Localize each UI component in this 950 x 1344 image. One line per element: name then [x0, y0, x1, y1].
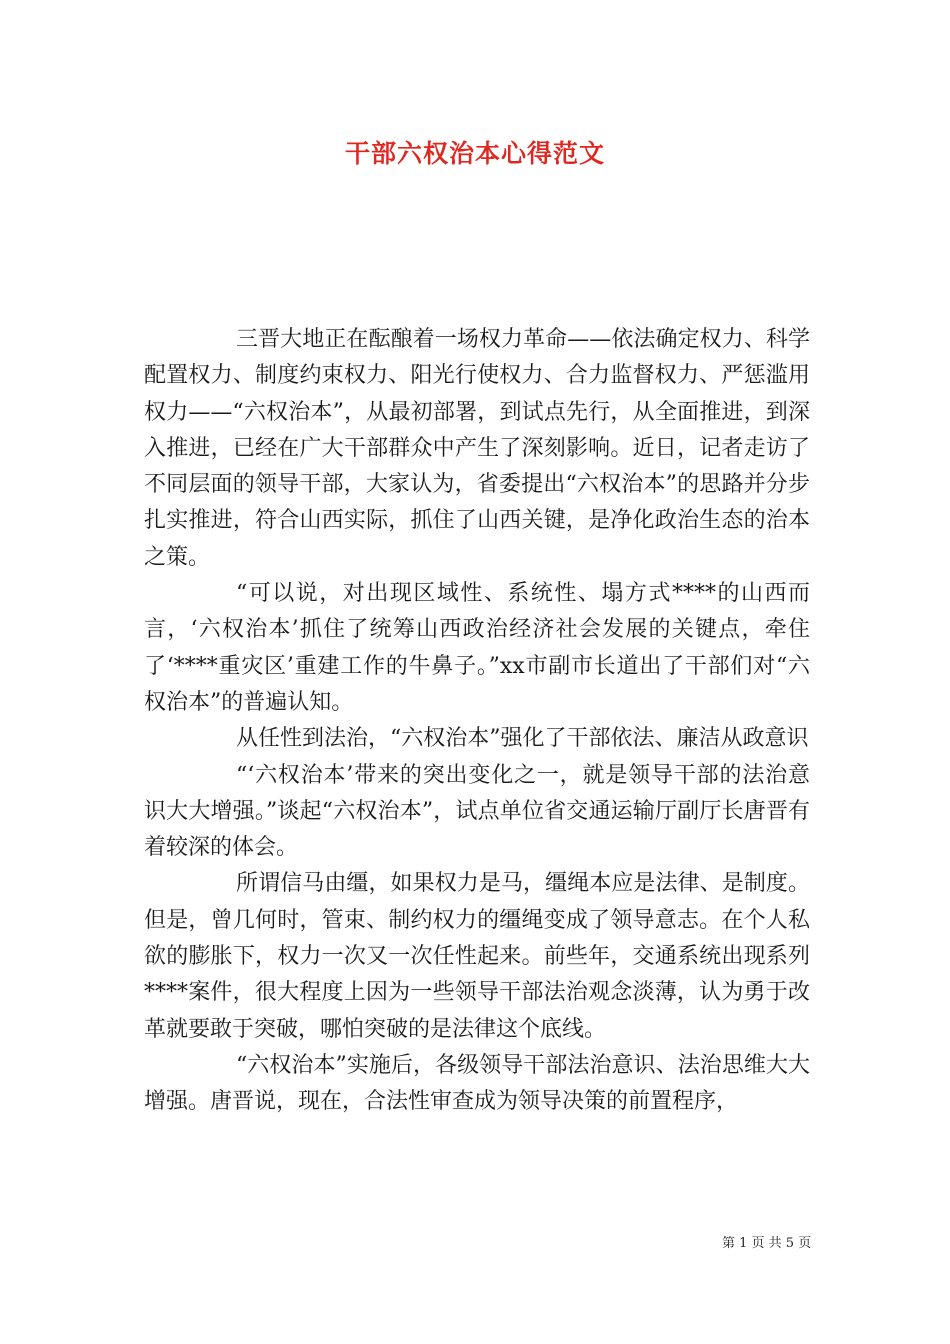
- body-paragraph: “六权治本”实施后，各级领导干部法治意识、法治思维大大增强。唐晋说，现在，合法性审查成为领导决策的前置程序，: [144, 1052, 810, 1115]
- page-number: 第 1 页 共 5 页: [722, 1236, 812, 1251]
- body-paragraph: 所谓信马由缰，如果权力是马，缰绳本应是法律、是制度。但是，曾几何时，管束、制约权力的缰绳变成了领导意志。在个人私欲的膨胀下，权力一次又一次任性起来。前些年，交通系统出现系列****案件，很大程度上因为一些领导干部法治观念淡薄，认为勇于改革就要敢于突破，哪怕突破的是法律这个底线。: [144, 871, 810, 1042]
- document-title: 干部六权治本心得范文: [344, 139, 605, 168]
- document-body: [144, 322, 810, 1121]
- body-paragraph: “‘六权治本’带来的突出变化之一，就是领导干部的法治意识大大增强。”谈起“六权治本”，试点单位省交通运输厅副厅长唐晋有着较深的体会。: [144, 762, 810, 861]
- body-paragraph: 三晋大地正在酝酿着一场权力革命——依法确定权力、科学配置权力、制度约束权力、阳光行使权力、合力监督权力、严惩滥用权力——“六权治本”，从最初部署，到试点先行，从全面推进，到深入推进，已经在广大干部群众中产生了深刻影响。近日，记者走访了不同层面的领导干部，大家认为，省委提出“六权治本”的思路并分步扎实推进，符合山西实际，抓住了山西关键，是净化政治生态的治本之策。: [144, 327, 810, 570]
- body-paragraph: “可以说，对出现区域性、系统性、塌方式****的山西而言，‘六权治本’抓住了统筹山西政治经济社会发展的关键点，牵住了‘****重灾区’重建工作的牛鼻子。”xx市副市长道出了干部们对“六权治本”的普遍认知。: [144, 581, 810, 715]
- section-heading: 从任性到法治，“六权治本”强化了干部依法、廉洁从政意识: [236, 726, 809, 752]
